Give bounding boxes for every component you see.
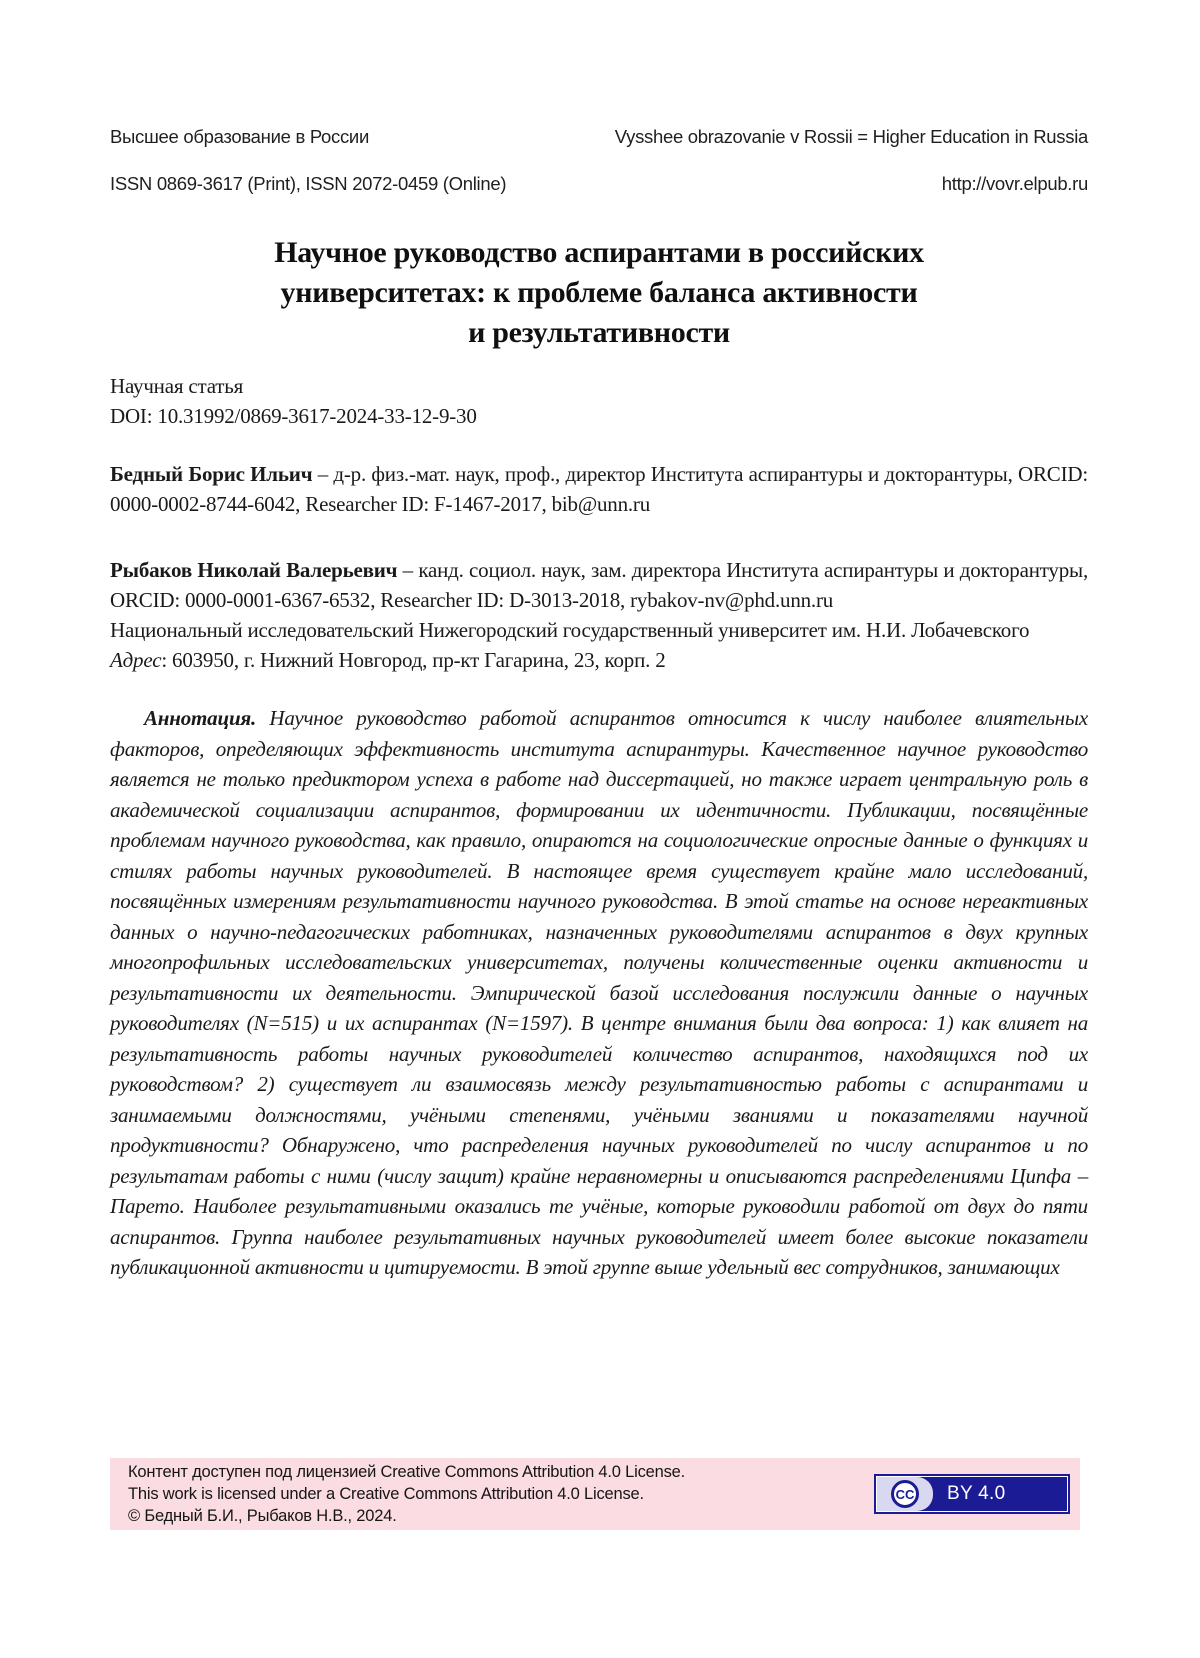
- author-2-email[interactable]: rybakov-nv@phd.unn.ru: [630, 588, 834, 612]
- journal-issn: ISSN 0869-3617 (Print), ISSN 2072-0459 (Online): [110, 173, 507, 194]
- license-line-en: This work is licensed under a Creative Commons Attribution 4.0 License.: [128, 1485, 644, 1503]
- cc-logo-panel: [877, 1477, 933, 1511]
- article-meta: [110, 371, 1088, 431]
- address-line: [110, 645, 1088, 675]
- article-type: Научная статья: [110, 374, 244, 398]
- article-doi: DOI: 10.31992/0869-3617-2024-33-12-9-30: [110, 404, 477, 428]
- abstract-label: Аннотация.: [144, 706, 257, 730]
- article-title: [110, 233, 1088, 353]
- license-line-ru: Контент доступен под лицензией Creative Commons Attribution 4.0 License.: [128, 1463, 686, 1481]
- cc-by-badge-inner: [876, 1476, 1068, 1512]
- address-value: : 603950, г. Нижний Новгород, пр-кт Гагарина, 23, корп. 2: [161, 648, 666, 672]
- author-2-name: Рыбаков Николай Валерьевич: [110, 558, 398, 582]
- license-box: [110, 1458, 1080, 1530]
- author-1-email[interactable]: bib@unn.ru: [551, 492, 651, 516]
- license-text: [128, 1461, 685, 1527]
- journal-running-head: [110, 0, 1088, 148]
- article-title-line-1: Научное руководство аспирантами в российских: [274, 236, 924, 269]
- cc-badge-label: BY 4.0: [947, 1483, 1006, 1504]
- author-1-details: – д-р. физ.-мат. наук, проф., директор Института аспирантуры и докторантуры, ORCID: 0000-0002-8744-6042, Researcher ID: F-1467-2017,: [110, 462, 1088, 516]
- author-2-line: [110, 555, 1088, 615]
- abstract: [110, 703, 1088, 1283]
- journal-website-link[interactable]: http://vovr.elpub.ru: [941, 173, 1088, 194]
- abstract-text: Научное руководство работой аспирантов относится к числу наиболее влиятельных факторов, определяющих эффективность института аспирантуры. Качественное научное руководство является не только предиктором успеха в работе над диссертацией, но также играет центральную роль в академической социализации аспирантов, формировании их идентичности. Публикации, посвящённые проблемам научного руководства, как правило, опираются на социологические опросные данные о функциях и стилях работы научных руководителей. В настоящее время существует крайне мало исследований, посвящённых измерениям результативности научного руководства. В этой статье на основе нереактивных данных о научно-педагогических работниках, назначенных руководителями аспирантов в двух крупных многопрофильных исследовательских университетах, получены количественные оценки активности и результативности их деятельности. Эмпирической базой исследования послужили данные о научных руководителях (N=515) и их аспирантах (N=1597). В центре внимания были два вопроса: 1) как влияет на результативность работы научных руководителей количество аспирантов, находящихся под их руководством? 2) существует ли взаимосвязь между результативностью работы с аспирантами и занимаемыми должностями, учёными степенями, учёными званиями и показателями научной продуктивности? Обнаружено, что распределения научных руководителей по числу аспирантов и по результатам работы с ними (числу защит) крайне неравномерны и описываются распределениями Ципфа – Парето. Наиболее результативными оказались те учёные, которые руководили работой от двух до пяти аспирантов. Группа наиболее результативных научных руководителей имеет более высокие показатели публикационной активности и цитируемости. В этой группе выше удельный вес сотрудников, занимающих: [110, 706, 1088, 1279]
- affiliation: Национальный исследовательский Нижегородский государственный университет им. Н.И. Лобачевского: [110, 618, 1030, 642]
- journal-name-ru: Высшее образование в России: [110, 126, 370, 147]
- author-2-details: – канд. социол. наук, зам. директора Института аспирантуры и докторантуры, ORCID: 0000-0001-6367-6532, Researcher ID: D-3013-2018,: [110, 558, 1088, 612]
- author-block-1: [110, 459, 1088, 519]
- copyright-line: © Бедный Б.И., Рыбаков Н.В., 2024.: [128, 1507, 397, 1525]
- cc-by-badge[interactable]: [874, 1474, 1070, 1514]
- article-title-line-2: университетах: к проблеме баланса активности: [280, 276, 918, 309]
- page-content: [110, 0, 1088, 1283]
- author-1-name: Бедный Борис Ильич: [110, 462, 313, 486]
- journal-name-translit: Vysshee obrazovanie v Rossii = Higher Education in Russia: [614, 126, 1088, 147]
- address-label: Адрес: [110, 648, 162, 672]
- journal-issn-row: [110, 173, 1088, 195]
- author-block-2: [110, 555, 1088, 675]
- cc-logo-icon: CC: [891, 1480, 919, 1508]
- article-title-line-3: и результативности: [468, 316, 730, 349]
